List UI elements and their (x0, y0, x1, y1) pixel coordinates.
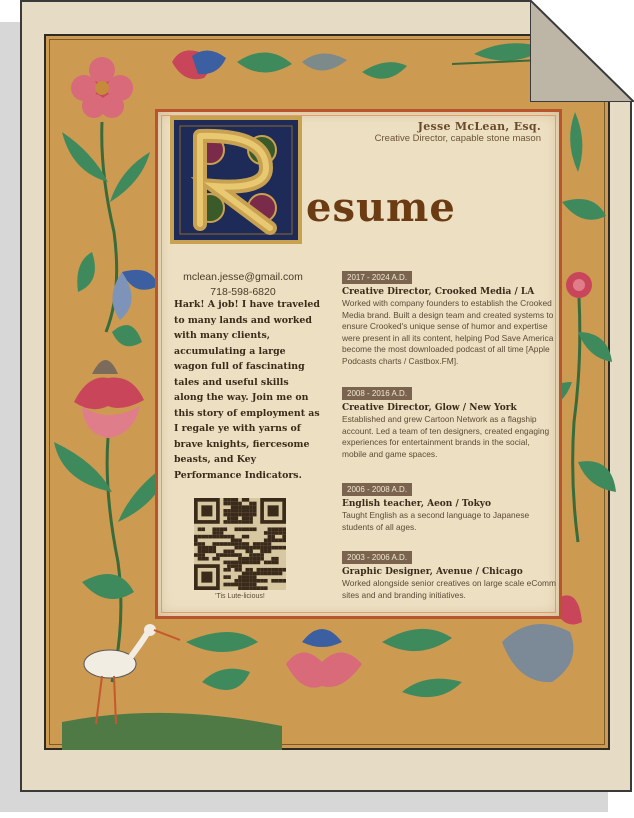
contact-block (168, 270, 318, 300)
job-dates: 2006 - 2008 A.D. (342, 483, 412, 496)
job-description: Worked with company founders to establish the Crooked Media brand. Built a design team and created systems to ensure Crooked's unique sense of humor and expertise were present in all its content, helping Pod Save America become the most downloaded podcast of all time [Apple Podcasts charts / Castbox.FM]. (342, 298, 554, 366)
job-dates: 2008 - 2016 A.D. (342, 387, 412, 400)
job-role: English teacher, Aeon / Tokyo (342, 499, 492, 509)
job-description: Taught English as a second language to Japanese students of all ages. (342, 510, 530, 532)
job-entry (342, 545, 556, 601)
page-curl-icon (530, 0, 634, 102)
job-dates: 2017 - 2024 A.D. (342, 271, 412, 284)
candidate-name: Jesse McLean, Esq. (417, 120, 541, 133)
job-entry (342, 265, 556, 381)
job-role: Creative Director, Glow / New York (342, 403, 517, 413)
job-description: Worked alongside senior creatives on large scale eComm sites and and branding initiatives. (342, 578, 556, 600)
job-description: Established and grew Cartoon Network as a flagship account. Led a team of ten designers, created engaging experiences for entertainment brands in the social, mobile and game spaces. (342, 414, 550, 459)
job-role: Graphic Designer, Avenue / Chicago (342, 567, 523, 577)
experience-list (342, 265, 556, 601)
page-title: esume (306, 184, 456, 231)
illuminated-initial (170, 116, 302, 244)
job-dates: 2003 - 2006 A.D. (342, 551, 412, 564)
job-entry (342, 477, 556, 545)
resume-panel (155, 109, 562, 619)
job-role: Creative Director, Crooked Media / LA (342, 287, 535, 297)
intro-paragraph: Hark! A job! I have traveled to many lands and worked with many clients, accumulating a large wagon full of fascinating tales and useful skills along the way. Join me on this story of employment as I regale ye with yarns of brave knights, fiercesome beasts, and Key Performance Indicators. (174, 299, 320, 481)
email-link[interactable]: mclean.jesse@gmail.com (183, 271, 303, 283)
phone-number[interactable]: 718-598-6820 (210, 286, 276, 298)
red-flower-icon (71, 57, 133, 118)
candidate-tagline: Creative Director, capable stone mason (374, 133, 541, 144)
job-entry (342, 381, 556, 477)
heron-icon (84, 624, 180, 724)
qr-code[interactable] (194, 498, 286, 590)
name-block (375, 120, 541, 144)
resume-sheet (20, 0, 632, 792)
qr-caption: 'Tis Lute-licious! (215, 593, 265, 600)
